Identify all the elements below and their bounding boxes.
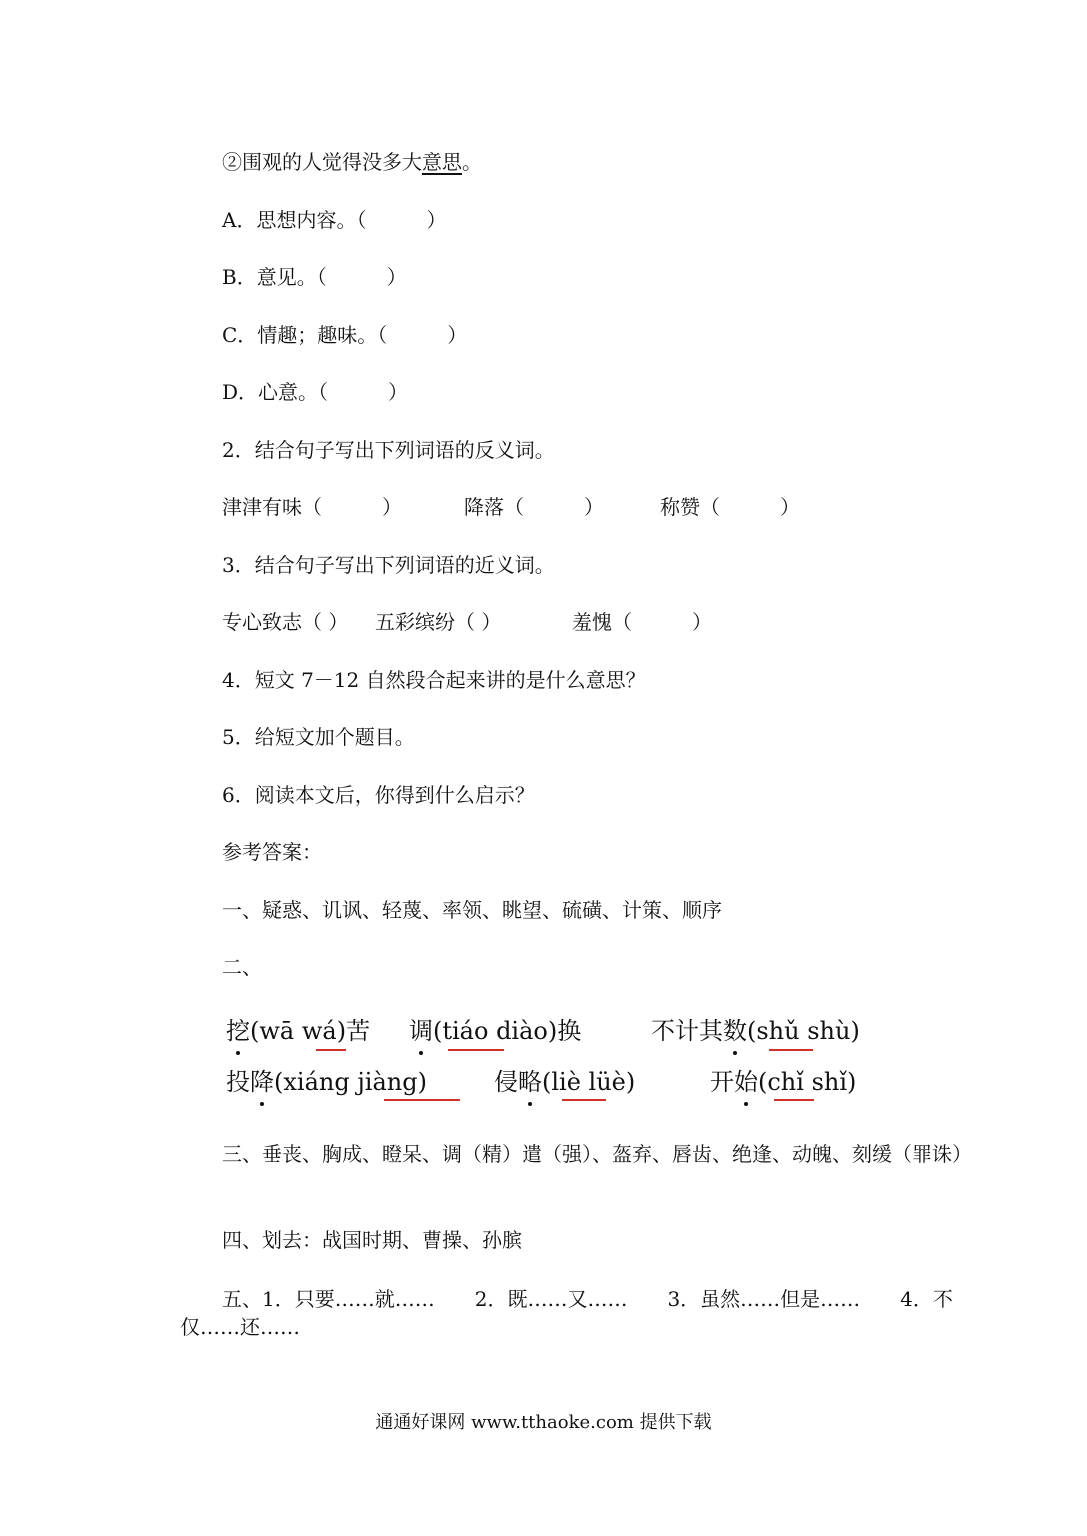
q4: 4．短文 7－12 自然段合起来讲的是什么意思？ — [222, 668, 646, 692]
sentence-text: ②围观的人觉得没多大 — [222, 150, 422, 174]
q2-title: 2．结合句子写出下列词语的反义词。 — [222, 438, 555, 462]
answer-underline — [448, 1049, 504, 1051]
answer-1: 一、疑惑、讥讽、轻蔑、率领、眺望、硫磺、计策、顺序 — [222, 898, 722, 922]
answer-5: 五、1．只要……就…… 2．既……又…… 3．虽然……但是…… 4．不仅……还…… — [180, 1287, 953, 1339]
q1-sub2-sentence — [222, 148, 482, 176]
option-b: B．意见。（ ） — [222, 265, 407, 289]
answer-4: 四、划去：战国时期、曹操、孙膑 — [222, 1228, 522, 1252]
underlined-word: 意思 — [422, 150, 462, 174]
q3-title: 3．结合句子写出下列词语的近义词。 — [222, 553, 555, 577]
q2-word-1: 津津有味（ ） — [222, 495, 402, 519]
answer-underline — [774, 1099, 814, 1101]
q2-word-3: 称赞（ ） — [660, 495, 800, 519]
option-a: A．思想内容。（ ） — [222, 208, 447, 232]
pinyin-item: 挖(wā wá)苦 — [226, 1017, 371, 1045]
answer-underline — [384, 1099, 460, 1101]
q3-word-2: 五彩缤纷（ ） — [375, 610, 502, 634]
q6: 6．阅读本文后，你得到什么启示？ — [222, 783, 535, 807]
q3-word-1: 专心致志（ ） — [222, 610, 349, 634]
footer-credit: 通通好课网 www.tthaoke.com 提供下载 — [375, 1412, 712, 1433]
option-d: D．心意。（ ） — [222, 380, 409, 404]
pinyin-item: 不计其数(shǔ shù) — [651, 1017, 860, 1045]
option-c: C．情趣；趣味。（ ） — [222, 323, 468, 347]
q2-words — [222, 493, 800, 521]
answer-underline — [316, 1049, 346, 1051]
q2-word-2: 降落（ ） — [464, 495, 604, 519]
pinyin-item: 侵略(liè lüè) — [494, 1068, 636, 1096]
answer-underline — [769, 1049, 813, 1051]
q5: 5．给短文加个题目。 — [222, 725, 415, 749]
q3-word-3: 羞愧（ ） — [572, 610, 712, 634]
pinyin-item: 开始(chǐ shǐ) — [710, 1068, 857, 1096]
pinyin-item: 投降(xiáng jiàng) — [226, 1068, 427, 1096]
pinyin-item: 调(tiáo diào)换 — [409, 1017, 582, 1045]
answers-heading: 参考答案： — [222, 840, 322, 864]
answer-3: 三、垂丧、胸成、瞪呆、调（精）遣（强）、盔弃、唇齿、绝逢、动魄、刻缓（罪诛） — [222, 1142, 972, 1166]
sentence-end: 。 — [462, 150, 482, 174]
answer-underline — [562, 1099, 606, 1101]
q3-words — [222, 608, 712, 636]
answer-2-label: 二、 — [222, 955, 262, 979]
